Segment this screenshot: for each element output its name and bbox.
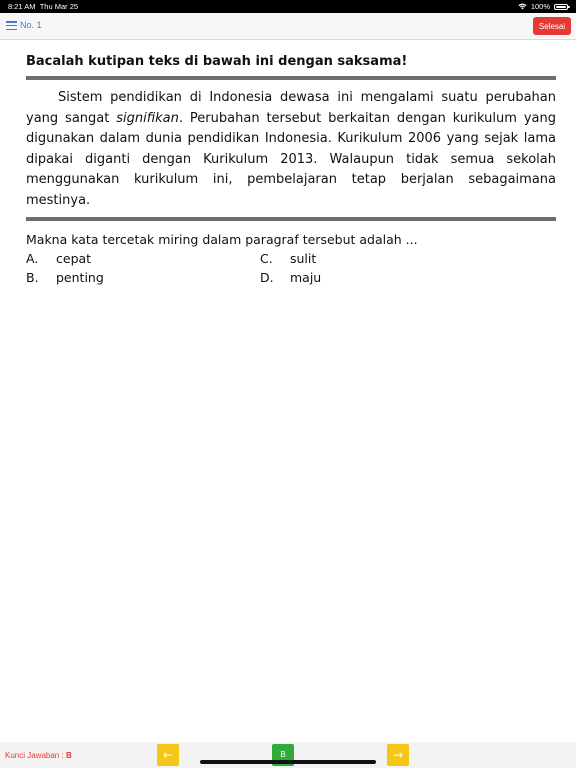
question-content [26, 52, 556, 287]
arrow-right-icon: → [392, 748, 404, 762]
top-divider [26, 76, 556, 80]
option-text: cepat [56, 251, 92, 266]
home-indicator[interactable] [200, 760, 376, 764]
passage-paragraph [26, 88, 556, 211]
passage-part-1: Sistem pendidikan di Indonesia dewasa ini mengalami suatu perubahan yang sangat [26, 90, 556, 126]
finish-button[interactable]: Selesai [533, 17, 571, 35]
option-a[interactable] [26, 250, 260, 268]
option-letter: D. [260, 270, 274, 285]
question-text: Makna kata tercetak miring dalam paragraf tersebut adalah ... [26, 232, 418, 247]
option-text: penting [56, 270, 104, 285]
passage-italic-word: signifikan [116, 110, 179, 126]
status-time: 8:21 AM [8, 2, 36, 11]
answer-options [26, 250, 556, 287]
question-number-title: No. 1 [20, 20, 42, 30]
option-c[interactable] [260, 250, 494, 268]
battery-percent: 100% [530, 2, 550, 11]
hamburger-menu-icon[interactable] [6, 21, 17, 30]
answer-key-value: B [65, 751, 72, 760]
option-text: sulit [290, 251, 317, 266]
previous-button[interactable] [157, 744, 179, 766]
status-time-date [8, 2, 78, 11]
answer-key-label: Kunci Jawaban : [5, 751, 66, 760]
option-letter: B. [26, 270, 39, 285]
instruction-text: Bacalah kutipan teks di bawah ini dengan saksama! [26, 54, 408, 69]
option-letter: C. [260, 251, 273, 266]
top-nav-bar [0, 13, 576, 40]
option-letter: A. [26, 251, 39, 266]
battery-icon [554, 4, 568, 10]
status-date: Thu Mar 25 [39, 2, 79, 11]
answer-key [5, 751, 72, 760]
status-bar [0, 0, 576, 13]
option-b[interactable] [26, 269, 260, 287]
answer-button[interactable]: B [272, 744, 294, 766]
next-button[interactable] [387, 744, 409, 766]
bottom-bar [0, 742, 576, 768]
option-d[interactable] [260, 269, 494, 287]
bottom-divider [26, 217, 556, 221]
arrow-left-icon: ← [162, 748, 174, 762]
status-right [518, 2, 568, 11]
option-text: maju [290, 270, 322, 285]
wifi-icon [518, 3, 527, 10]
passage-part-2: . Perubahan tersebut berkaitan dengan kurikulum yang digunakan dalam dunia pendidikan Indonesia. Kurikulum 2006 yang sejak lama dipakai diganti dengan Kurikulum 2013. Walaupun tidak semua sekolah menggunakan kurikulum ini, pembelajaran tetap berjalan sebagaimana mestinya. [26, 110, 556, 208]
